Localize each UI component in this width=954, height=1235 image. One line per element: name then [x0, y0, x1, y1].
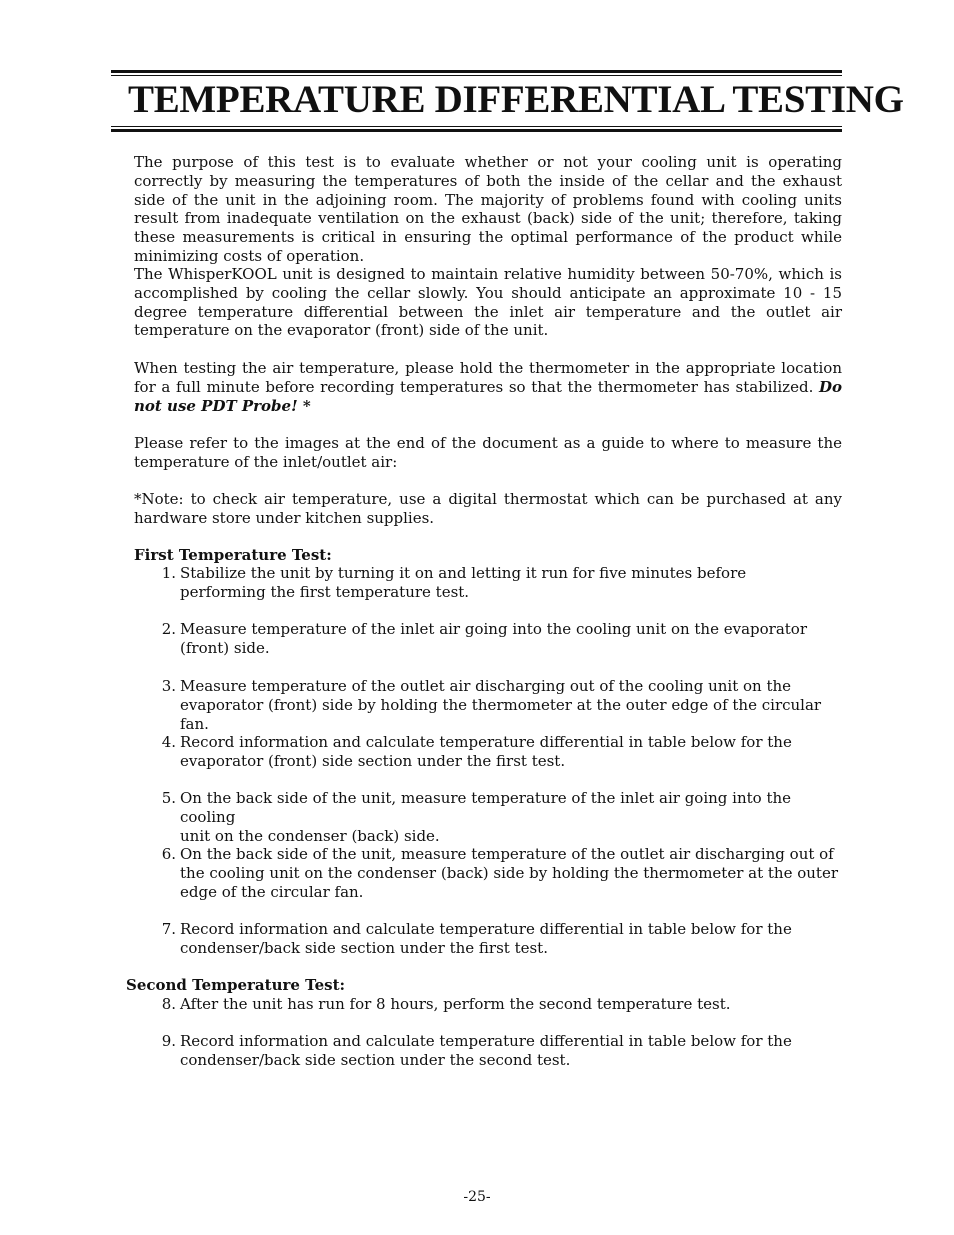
step-text-line: edge of the circular fan.	[180, 882, 364, 901]
step-text-line: Record information and calculate temperature differential in table below for the	[180, 1032, 792, 1050]
step-number: 1.	[161, 564, 176, 582]
step-text-line: Measure temperature of the inlet air going into the cooling unit on the evaporator	[180, 620, 808, 638]
step-text-line: On the back side of the unit, measure temperature of the inlet air going into the cooling	[180, 789, 792, 826]
intro-paragraph-note: *Note: to check air temperature, use a digital thermostat which can be purchased at any hardware store under kitchen supplies.	[134, 490, 842, 527]
step-number: 5.	[161, 789, 176, 807]
step-text-line: Record information and calculate temperature differential in table below for the	[180, 920, 792, 938]
list-item	[150, 920, 850, 958]
title-rule-bottom-thin	[111, 126, 842, 127]
step-text-line: Stabilize the unit by turning it on and letting it run for five minutes before	[180, 564, 747, 582]
page-title: TEMPERATURE DIFFERENTIAL TESTING	[128, 78, 904, 121]
step-text-line: performing the first temperature test.	[180, 582, 470, 601]
step-text-line: evaporator (front) side by holding the thermometer at the outer edge of the circular fan.	[180, 695, 822, 733]
list-item	[150, 789, 850, 845]
step-text-line: the cooling unit on the condenser (back) side by holding the thermometer at the outer	[180, 863, 838, 882]
list-item	[150, 1032, 850, 1070]
list-item	[150, 677, 850, 733]
testing-instruction-text: When testing the air temperature, please hold the thermometer in the appropriate location for a full minute before recording temperatures so that the thermometer has stabilized.	[134, 359, 842, 396]
first-test-heading: First Temperature Test:	[134, 546, 332, 564]
title-rule-top-thick	[111, 70, 842, 73]
step-text-line: Record information and calculate temperature differential in table below for the	[180, 733, 792, 751]
step-text-line: After the unit has run for 8 hours, perform the second temperature test.	[180, 995, 731, 1013]
list-item	[150, 995, 850, 1014]
intro-paragraph-testing	[134, 359, 842, 415]
step-number: 6.	[161, 845, 176, 863]
page-number: -25-	[463, 1189, 491, 1205]
step-text-line: condenser/back side section under the first test.	[180, 938, 548, 957]
step-number: 9.	[161, 1032, 176, 1050]
probe-warning: Do not use PDT Probe! *	[134, 377, 842, 415]
step-text-line: (front) side.	[180, 638, 270, 657]
step-number: 3.	[161, 677, 176, 695]
intro-paragraph-humidity: The WhisperKOOL unit is designed to maintain relative humidity between 50-70%, which is accomplished by cooling the cellar slowly. You should anticipate an approximate 10 - 15 degree temperature differential between the inlet air temperature and the outlet air temperature on the evaporator (front) side of the unit.	[134, 265, 842, 340]
step-text-line: Measure temperature of the outlet air discharging out of the cooling unit on the	[180, 677, 792, 695]
list-item	[150, 733, 850, 771]
list-item	[150, 845, 850, 901]
second-test-heading: Second Temperature Test:	[126, 976, 346, 994]
step-text-line: condenser/back side section under the second test.	[180, 1050, 571, 1069]
step-number: 7.	[161, 920, 176, 938]
step-number: 4.	[161, 733, 176, 751]
list-item	[150, 564, 850, 602]
step-text-line: On the back side of the unit, measure temperature of the outlet air discharging out of	[180, 845, 834, 863]
intro-paragraph-images: Please refer to the images at the end of the document as a guide to where to measure the temperature of the inlet/outlet air:	[134, 434, 842, 471]
intro-paragraph-purpose: The purpose of this test is to evaluate whether or not your cooling unit is operating correctly by measuring the temperatures of both the inside of the cellar and the exhaust side of the unit in the adjoining room. The majority of problems found with cooling units result from inadequate ventilation on the exhaust (back) side of the unit; therefore, taking these measurements is critical in ensuring the optimal performance of the product while minimizing costs of operation.	[134, 153, 842, 265]
step-text-line: unit on the condenser (back) side.	[180, 826, 440, 845]
list-item	[150, 620, 850, 658]
step-number: 8.	[161, 995, 176, 1013]
step-number: 2.	[161, 620, 176, 638]
step-text-line: evaporator (front) side section under the first test.	[180, 751, 566, 770]
title-rule-bottom-thick	[111, 129, 842, 132]
title-rule-top-thin	[111, 75, 842, 76]
